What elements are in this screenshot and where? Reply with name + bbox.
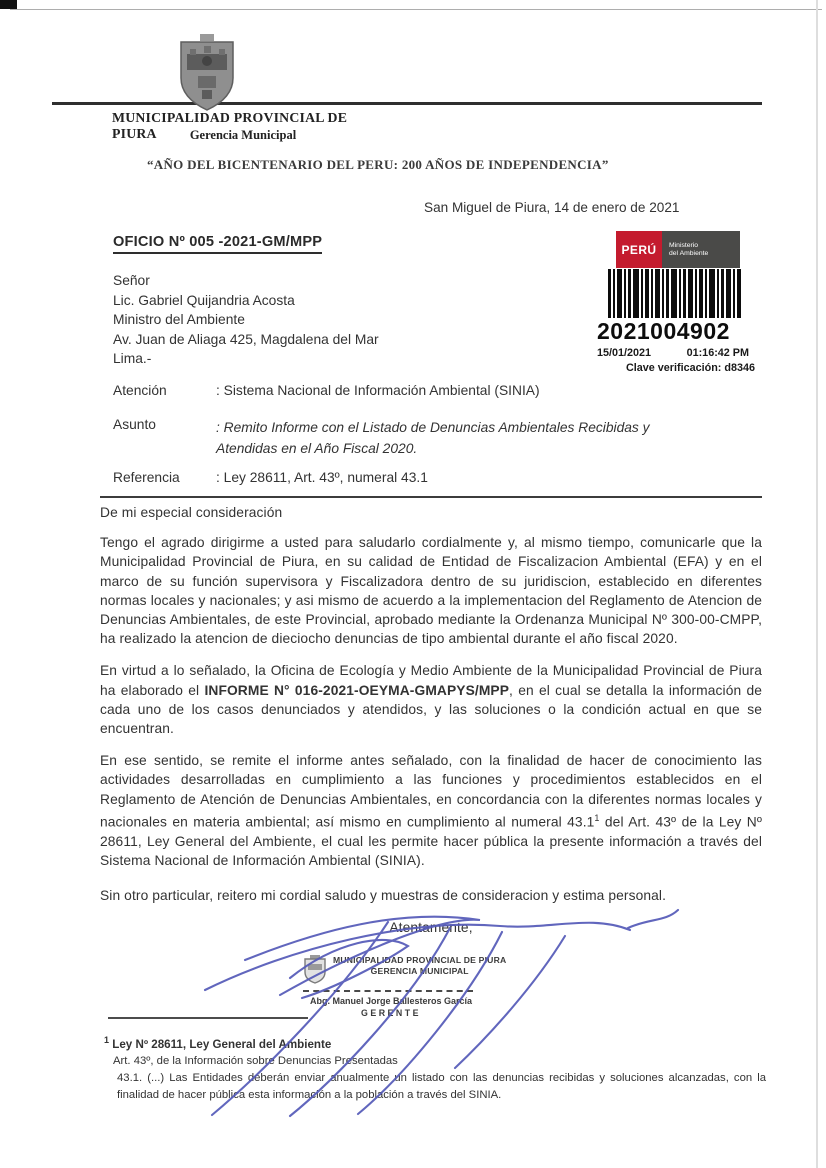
subject-row — [113, 417, 668, 459]
section-separator-rule — [100, 496, 762, 498]
recipient-block — [113, 271, 379, 369]
coat-of-arms-icon — [178, 34, 236, 119]
document-number: OFICIO Nº 005 -2021-GM/MPP — [113, 234, 322, 254]
signoff: Atentamente, — [389, 920, 473, 936]
attention-value: : Sistema Nacional de Información Ambiental (SINIA) — [216, 383, 540, 398]
barcode — [608, 269, 741, 318]
subject-value: : Remito Informe con el Listado de Denuncias Ambientales Recibidas y Atendidas en el Año Fiscal 2020. — [216, 420, 650, 456]
reference-row — [113, 470, 676, 485]
footnote-law: $^1$ Ley Nº 28611, Ley General del Ambiente — [104, 1035, 332, 1051]
scan-edge-line — [816, 0, 818, 1168]
signer-role: GERENTE — [360, 1008, 422, 1018]
footnote-marker: 1 — [104, 1035, 110, 1045]
scan-top-line — [10, 9, 822, 10]
stamp-date: 15/01/2021 — [597, 347, 652, 359]
subject-label: Asunto — [113, 417, 156, 432]
body-paragraph-2: En virtud a lo señalado, la Oficina de Ecología y Medio Ambiente de la Municipalidad Provincial de Piura ha elaborado el INFORME N° 016-2021-OEYMA-GMAPYS/MPP, en el cual se detalla la información de cada uno de los casos denunciados y atendidos, y las soluciones o la condición actual en que se encuentran. — [100, 663, 763, 737]
peru-wordmark: PERÚ — [616, 231, 662, 268]
dateline: San Miguel de Piura, 14 de enero de 2021 — [424, 200, 680, 215]
footnote-block — [104, 1032, 766, 1104]
footnote-separator — [108, 1017, 308, 1019]
recipient-line: Lima.- — [113, 351, 152, 366]
stamp-shield-icon — [303, 955, 327, 984]
attention-row — [113, 383, 676, 398]
stamp-time: 01:16:42 PM — [686, 347, 749, 359]
closing-line: Sin otro particular, reitero mi cordial saludo y muestras de consideracion y estima personal. — [100, 888, 667, 904]
salutation: De mi especial consideración — [100, 505, 283, 520]
reference-label: Referencia — [113, 470, 180, 485]
ministry-logo — [616, 231, 740, 268]
office-stamp — [303, 955, 506, 984]
reference-value: : Ley 28611, Art. 43º, numeral 43.1 — [216, 470, 428, 485]
body-paragraph-3: En ese sentido, se remite el informe antes señalado, con la finalidad de hacer de conocimiento las actividades desarrolladas en cumplimiento a las funciones y procedimientos establecidos en el Reglamento de Atención de Denuncias Ambientales, en concordancia con la diferentes normas locales y nacionales en materia ambiental; así mismo en cumplimiento al numeral 43.1$^1$ del Art. 43º de la Ley Nº 28611, Ley General del Ambiente, el cual les permite hacer pública la presente información a través del Sistema Nacional de Información Ambiental (SINIA). — [100, 753, 763, 868]
year-motto: “AÑO DEL BICENTENARIO DEL PERU: 200 AÑOS DE INDEPENDENCIA” — [147, 157, 609, 172]
recipient-line: Ministro del Ambiente — [113, 312, 245, 327]
stamp-dept: GERENCIA MUNICIPAL — [370, 966, 469, 976]
org-name: MUNICIPALIDAD PROVINCIAL DE PIURA — [112, 110, 348, 141]
department-name: Gerencia Municipal — [189, 128, 297, 142]
tracking-number: 2021004902 — [597, 318, 730, 344]
ministry-name: Ministerio del Ambiente — [662, 231, 740, 268]
verification-code: Clave verificación: d8346 — [625, 362, 755, 374]
reception-stamp — [595, 231, 757, 374]
body-paragraph-1: Tengo el agrado dirigirme a usted para saludarlo cordialmente y, al mismo tiempo, comunicarle que la Municipalidad Provincial de Piura, en su calidad de Entidad de Fiscalizacion Ambiental (EFA) y en el marco de su función supervisora y Fiscalizadora dentro de su juridiscion, establecido en diferentes normas locales y nacionales; y asi mismo de acuerdo a la implementacion del Reglamento de Atencion de Denuncias Ambientales, de este Provincial, aprobado mediante la Ordenanza Municipal Nº 300-00-CMPP, ha realizado la atencion de dieciocho denuncias de tipo ambiental durante el año fiscal 2020. — [100, 535, 762, 647]
footnote-article: Art. 43º, de la Información sobre Denuncias Presentadas — [113, 1054, 398, 1067]
stamp-text — [333, 955, 506, 977]
stamp-org: MUNICIPALIDAD PROVINCIAL DE PIURA — [333, 955, 507, 965]
recipient-line: Señor — [113, 273, 150, 288]
signer-name: Abg. Manuel Jorge Ballesteros García — [309, 996, 473, 1006]
letterhead-rule — [52, 102, 762, 105]
footnote-text: 43.1. (...) Las Entidades deberán enviar anualmente un listado con las denuncias recibidas y soluciones alcanzadas, con la finalidad de hacer pública esta información a la población a través del SINIA. — [117, 1071, 766, 1101]
informe-number: INFORME N° 016-2021-OEYMA-GMAPYS/MPP — [204, 682, 510, 698]
recipient-line: Lic. Gabriel Quijandria Acosta — [113, 292, 295, 308]
recipient-line: Av. Juan de Aliaga 425, Magdalena del Mar — [113, 331, 379, 347]
scan-corner-mark — [0, 0, 17, 9]
footnote-ref: 1 — [594, 812, 600, 823]
stamp-datetime — [597, 347, 749, 359]
letter-body — [100, 503, 762, 937]
stamp-dashed-line — [303, 990, 473, 992]
attention-label: Atención — [113, 383, 167, 398]
